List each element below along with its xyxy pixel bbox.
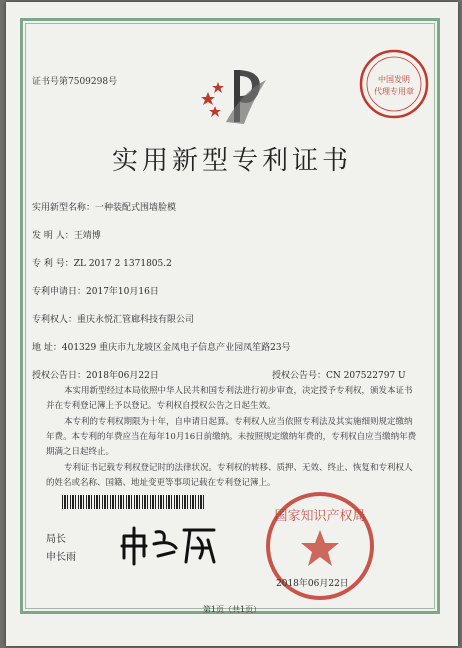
field-grant-date (32, 368, 159, 381)
field-inventor (32, 228, 101, 241)
announcement-number: 授权公告号：CN 207522797 U (272, 371, 406, 381)
field-application-date (32, 284, 159, 297)
field-value: 2017年10月16日 (86, 287, 159, 297)
svg-text:代理专用章: 代理专用章 (374, 87, 414, 96)
field-value: 重庆永悦汇管廊科技有限公司 (77, 315, 195, 325)
field-utility-model-name (32, 200, 176, 213)
body-paragraph: 专利证书记载专利权登记时的法律状况。专利权的转移、质押、无效、终止、恢复和专利权人的姓名或名称、国籍、地址变更等事项记载在专利登记簿上。 (46, 463, 413, 488)
handwritten-signature (114, 518, 224, 568)
field-label: 专 利 号： (32, 259, 74, 269)
svg-text:中国发明: 中国发明 (378, 75, 410, 84)
field-value: 王靖博 (73, 231, 101, 241)
agency-stamp-icon (358, 48, 430, 120)
field-patent-number (32, 256, 172, 269)
signatory-role: 局长 (46, 534, 66, 545)
page-footer: 第1页（共1页） (202, 605, 262, 614)
svg-text:国家知识产权局: 国家知识产权局 (274, 509, 366, 524)
field-label: 授权公告日： (32, 371, 87, 381)
body-paragraph: 本专利的专利权期限为十年，自申请日起算。专利权人应当依照专利法及其实施细则规定缴纳年费。本专利的年费应当在每年10月16日前缴纳。未按照规定缴纳年费的，专利权自应当缴纳年费期满之日起终止。 (46, 417, 417, 457)
certificate-title: 实用新型专利证书 (111, 146, 352, 176)
barcode (62, 495, 204, 509)
body-paragraph: 本实用新型经过本局依照中华人民共和国专利法进行初步审查，决定授予专利权，颁发本证书并在专利登记簿上予以登记。专利权自授权公告之日起生效。 (46, 386, 413, 411)
certificate-sheet (6, 2, 458, 646)
seal-date: 2018年06月22日 (276, 579, 349, 589)
field-value: 一种装配式围墙脸模 (95, 203, 177, 213)
field-label: 地 址： (32, 343, 62, 353)
field-address (32, 340, 291, 353)
field-label: 专利申请日： (32, 287, 87, 297)
certificate-number: 证书号第7509298号 (32, 77, 118, 87)
field-value: 2018年06月22日 (86, 371, 159, 381)
cnipa-emblem-icon (196, 62, 276, 128)
field-label: 实用新型名称： (32, 203, 96, 213)
field-patentee (32, 312, 194, 325)
field-value: 401329 重庆市九龙坡区金凤电子信息产业园凤笙路23号 (61, 343, 291, 353)
field-label: 专利权人： (32, 315, 78, 325)
signatory-name: 申长雨 (46, 552, 76, 563)
field-label: 发 明 人： (32, 231, 74, 241)
field-value: ZL 2017 2 1371805.2 (73, 259, 172, 269)
